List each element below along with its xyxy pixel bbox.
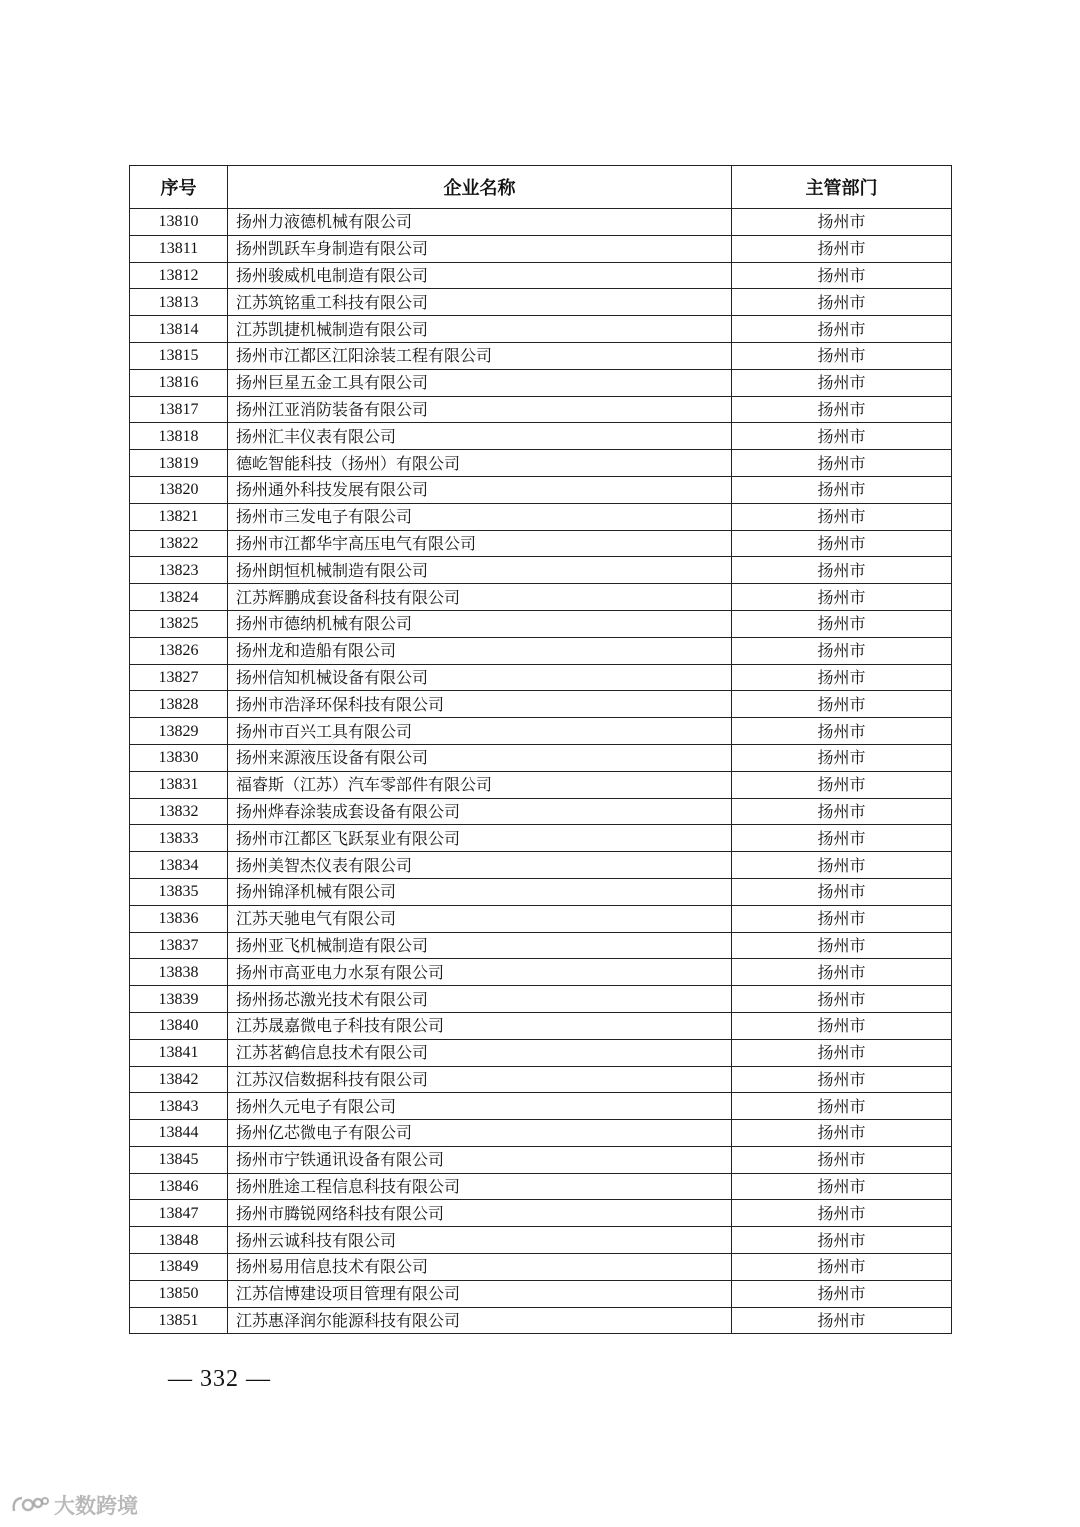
row-enterprise-name: 扬州云诚科技有限公司 — [228, 1227, 732, 1254]
row-enterprise-name: 扬州朗恒机械制造有限公司 — [228, 557, 732, 584]
row-enterprise-name: 江苏晟嘉微电子科技有限公司 — [228, 1012, 732, 1039]
table-row — [130, 557, 952, 584]
table-body — [130, 209, 952, 1334]
table-row — [130, 1120, 952, 1147]
row-enterprise-name: 扬州龙和造船有限公司 — [228, 637, 732, 664]
table-row — [130, 1093, 952, 1120]
table-row — [130, 342, 952, 369]
row-department: 扬州市 — [732, 584, 952, 611]
row-enterprise-name: 扬州烨春涂装成套设备有限公司 — [228, 798, 732, 825]
row-serial-number: 13844 — [130, 1120, 228, 1147]
row-enterprise-name: 福睿斯（江苏）汽车零部件有限公司 — [228, 771, 732, 798]
row-serial-number: 13839 — [130, 986, 228, 1013]
row-serial-number: 13836 — [130, 905, 228, 932]
row-department: 扬州市 — [732, 530, 952, 557]
table-row — [130, 530, 952, 557]
table-row — [130, 1173, 952, 1200]
row-department: 扬州市 — [732, 798, 952, 825]
row-department: 扬州市 — [732, 664, 952, 691]
row-serial-number: 13827 — [130, 664, 228, 691]
row-department: 扬州市 — [732, 342, 952, 369]
row-serial-number: 13820 — [130, 476, 228, 503]
table-row — [130, 1012, 952, 1039]
enterprise-table — [129, 165, 952, 1334]
row-serial-number: 13843 — [130, 1093, 228, 1120]
table-row — [130, 423, 952, 450]
row-serial-number: 13828 — [130, 691, 228, 718]
row-department: 扬州市 — [732, 1066, 952, 1093]
row-serial-number: 13850 — [130, 1280, 228, 1307]
table-row — [130, 771, 952, 798]
table-row — [130, 664, 952, 691]
watermark — [10, 1490, 138, 1520]
table-row — [130, 262, 952, 289]
row-enterprise-name: 扬州凯跃车身制造有限公司 — [228, 235, 732, 262]
row-enterprise-name: 江苏凯捷机械制造有限公司 — [228, 316, 732, 343]
table-row — [130, 584, 952, 611]
row-serial-number: 13849 — [130, 1254, 228, 1281]
row-department: 扬州市 — [732, 718, 952, 745]
row-serial-number: 13824 — [130, 584, 228, 611]
row-serial-number: 13810 — [130, 209, 228, 236]
table-row — [130, 1254, 952, 1281]
row-serial-number: 13813 — [130, 289, 228, 316]
row-department: 扬州市 — [732, 235, 952, 262]
brand-logo-icon — [10, 1493, 50, 1517]
table-row — [130, 825, 952, 852]
table-row — [130, 986, 952, 1013]
table-row — [130, 932, 952, 959]
row-serial-number: 13845 — [130, 1146, 228, 1173]
row-department: 扬州市 — [732, 878, 952, 905]
row-enterprise-name: 扬州通外科技发展有限公司 — [228, 476, 732, 503]
table-row — [130, 852, 952, 879]
header-enterprise-name: 企业名称 — [228, 166, 732, 209]
table-header-row — [130, 166, 952, 209]
row-department: 扬州市 — [732, 1120, 952, 1147]
row-enterprise-name: 江苏茗鹤信息技术有限公司 — [228, 1039, 732, 1066]
row-enterprise-name: 江苏筑铭重工科技有限公司 — [228, 289, 732, 316]
row-department: 扬州市 — [732, 691, 952, 718]
row-department: 扬州市 — [732, 209, 952, 236]
table-row — [130, 503, 952, 530]
table-row — [130, 610, 952, 637]
table-row — [130, 316, 952, 343]
row-enterprise-name: 扬州锦泽机械有限公司 — [228, 878, 732, 905]
row-enterprise-name: 扬州来源液压设备有限公司 — [228, 744, 732, 771]
row-department: 扬州市 — [732, 825, 952, 852]
table-row — [130, 450, 952, 477]
row-department: 扬州市 — [732, 637, 952, 664]
row-department: 扬州市 — [732, 932, 952, 959]
watermark-text: 大数跨境 — [54, 1494, 138, 1518]
row-enterprise-name: 扬州久元电子有限公司 — [228, 1093, 732, 1120]
row-serial-number: 13815 — [130, 342, 228, 369]
row-department: 扬州市 — [732, 1307, 952, 1334]
row-serial-number: 13833 — [130, 825, 228, 852]
row-enterprise-name: 扬州市江都区飞跃泵业有限公司 — [228, 825, 732, 852]
row-enterprise-name: 扬州力液德机械有限公司 — [228, 209, 732, 236]
row-department: 扬州市 — [732, 557, 952, 584]
row-enterprise-name: 扬州扬芯激光技术有限公司 — [228, 986, 732, 1013]
row-department: 扬州市 — [732, 1254, 952, 1281]
row-enterprise-name: 扬州亚飞机械制造有限公司 — [228, 932, 732, 959]
row-serial-number: 13847 — [130, 1200, 228, 1227]
row-department: 扬州市 — [732, 423, 952, 450]
row-serial-number: 13819 — [130, 450, 228, 477]
row-serial-number: 13831 — [130, 771, 228, 798]
table-row — [130, 235, 952, 262]
row-enterprise-name: 江苏信博建设项目管理有限公司 — [228, 1280, 732, 1307]
table-row — [130, 289, 952, 316]
row-serial-number: 13817 — [130, 396, 228, 423]
header-department: 主管部门 — [732, 166, 952, 209]
row-department: 扬州市 — [732, 289, 952, 316]
row-enterprise-name: 扬州汇丰仪表有限公司 — [228, 423, 732, 450]
row-enterprise-name: 江苏辉鹏成套设备科技有限公司 — [228, 584, 732, 611]
row-enterprise-name: 江苏天驰电气有限公司 — [228, 905, 732, 932]
row-enterprise-name: 扬州市高亚电力水泵有限公司 — [228, 959, 732, 986]
row-serial-number: 13834 — [130, 852, 228, 879]
table-row — [130, 369, 952, 396]
row-serial-number: 13837 — [130, 932, 228, 959]
row-serial-number: 13829 — [130, 718, 228, 745]
row-enterprise-name: 扬州市德纳机械有限公司 — [228, 610, 732, 637]
table-row — [130, 798, 952, 825]
row-enterprise-name: 扬州胜途工程信息科技有限公司 — [228, 1173, 732, 1200]
table-row — [130, 209, 952, 236]
row-enterprise-name: 扬州亿芯微电子有限公司 — [228, 1120, 732, 1147]
row-department: 扬州市 — [732, 1280, 952, 1307]
row-enterprise-name: 扬州市江都区江阳涂装工程有限公司 — [228, 342, 732, 369]
row-department: 扬州市 — [732, 1012, 952, 1039]
table-row — [130, 637, 952, 664]
table-row — [130, 878, 952, 905]
row-department: 扬州市 — [732, 476, 952, 503]
row-serial-number: 13823 — [130, 557, 228, 584]
table-row — [130, 1066, 952, 1093]
row-serial-number: 13818 — [130, 423, 228, 450]
row-serial-number: 13848 — [130, 1227, 228, 1254]
row-enterprise-name: 江苏惠泽润尔能源科技有限公司 — [228, 1307, 732, 1334]
row-department: 扬州市 — [732, 262, 952, 289]
row-department: 扬州市 — [732, 503, 952, 530]
row-serial-number: 13826 — [130, 637, 228, 664]
row-serial-number: 13838 — [130, 959, 228, 986]
row-serial-number: 13814 — [130, 316, 228, 343]
page-number: — 332 — — [168, 1366, 271, 1392]
table-row — [130, 718, 952, 745]
row-department: 扬州市 — [732, 986, 952, 1013]
row-serial-number: 13816 — [130, 369, 228, 396]
table-row — [130, 1307, 952, 1334]
header-serial-number: 序号 — [130, 166, 228, 209]
row-enterprise-name: 扬州骏威机电制造有限公司 — [228, 262, 732, 289]
row-department: 扬州市 — [732, 852, 952, 879]
row-department: 扬州市 — [732, 396, 952, 423]
row-serial-number: 13842 — [130, 1066, 228, 1093]
row-serial-number: 13841 — [130, 1039, 228, 1066]
row-serial-number: 13811 — [130, 235, 228, 262]
row-department: 扬州市 — [732, 1200, 952, 1227]
row-department: 扬州市 — [732, 1173, 952, 1200]
row-serial-number: 13851 — [130, 1307, 228, 1334]
row-department: 扬州市 — [732, 610, 952, 637]
row-enterprise-name: 扬州市江都华宇高压电气有限公司 — [228, 530, 732, 557]
row-serial-number: 13832 — [130, 798, 228, 825]
row-enterprise-name: 扬州信知机械设备有限公司 — [228, 664, 732, 691]
row-enterprise-name: 扬州市腾锐网络科技有限公司 — [228, 1200, 732, 1227]
row-enterprise-name: 扬州巨星五金工具有限公司 — [228, 369, 732, 396]
table-row — [130, 1146, 952, 1173]
row-department: 扬州市 — [732, 771, 952, 798]
row-enterprise-name: 德屹智能科技（扬州）有限公司 — [228, 450, 732, 477]
row-department: 扬州市 — [732, 1146, 952, 1173]
table-row — [130, 905, 952, 932]
table-row — [130, 744, 952, 771]
row-department: 扬州市 — [732, 369, 952, 396]
row-serial-number: 13846 — [130, 1173, 228, 1200]
row-serial-number: 13822 — [130, 530, 228, 557]
row-enterprise-name: 扬州美智杰仪表有限公司 — [228, 852, 732, 879]
row-enterprise-name: 扬州市浩泽环保科技有限公司 — [228, 691, 732, 718]
table-row — [130, 1039, 952, 1066]
row-enterprise-name: 扬州市百兴工具有限公司 — [228, 718, 732, 745]
row-department: 扬州市 — [732, 959, 952, 986]
row-department: 扬州市 — [732, 1227, 952, 1254]
row-department: 扬州市 — [732, 316, 952, 343]
row-department: 扬州市 — [732, 1093, 952, 1120]
table-row — [130, 396, 952, 423]
table-row — [130, 691, 952, 718]
row-serial-number: 13825 — [130, 610, 228, 637]
row-enterprise-name: 江苏汉信数据科技有限公司 — [228, 1066, 732, 1093]
table-row — [130, 1280, 952, 1307]
table-row — [130, 1227, 952, 1254]
row-enterprise-name: 扬州市宁铁通讯设备有限公司 — [228, 1146, 732, 1173]
table-row — [130, 476, 952, 503]
row-department: 扬州市 — [732, 744, 952, 771]
table-row — [130, 959, 952, 986]
row-serial-number: 13830 — [130, 744, 228, 771]
row-department: 扬州市 — [732, 905, 952, 932]
row-enterprise-name: 扬州易用信息技术有限公司 — [228, 1254, 732, 1281]
row-enterprise-name: 扬州市三发电子有限公司 — [228, 503, 732, 530]
table-row — [130, 1200, 952, 1227]
row-enterprise-name: 扬州江亚消防装备有限公司 — [228, 396, 732, 423]
row-department: 扬州市 — [732, 450, 952, 477]
row-department: 扬州市 — [732, 1039, 952, 1066]
row-serial-number: 13840 — [130, 1012, 228, 1039]
row-serial-number: 13812 — [130, 262, 228, 289]
row-serial-number: 13835 — [130, 878, 228, 905]
row-serial-number: 13821 — [130, 503, 228, 530]
